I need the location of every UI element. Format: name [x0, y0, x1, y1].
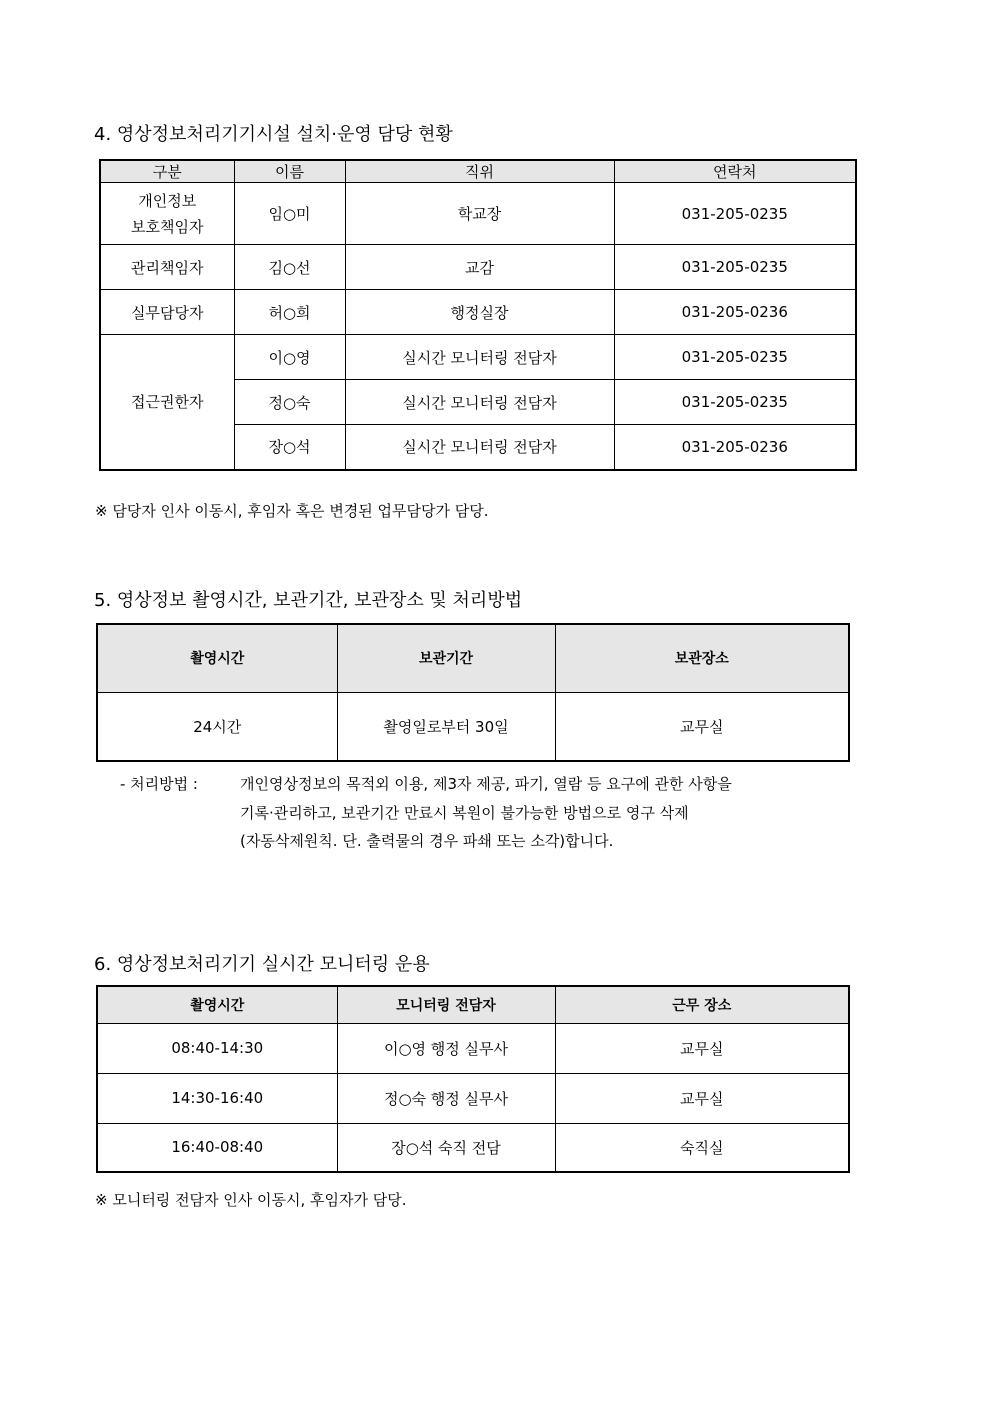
- contact-cell: 031-205-0235: [614, 183, 856, 245]
- header-position: 직위: [345, 160, 614, 183]
- category-cell: 접근권한자: [100, 335, 234, 470]
- monitoring-table: [96, 985, 850, 1173]
- header-shooting-time: 촬영시간: [97, 624, 337, 692]
- position-cell: 실시간 모니터링 전담자: [345, 335, 614, 380]
- table-row: [97, 692, 849, 761]
- shooting-time-cell: 24시간: [97, 692, 337, 761]
- retention-period-cell: 촬영일로부터 30일: [337, 692, 555, 761]
- contact-cell: 031-205-0236: [614, 290, 856, 335]
- position-cell: 행정실장: [345, 290, 614, 335]
- header-storage-location: 보관장소: [555, 624, 849, 692]
- staff-cell: 장○석 숙직 전담: [337, 1123, 555, 1172]
- header-name: 이름: [234, 160, 345, 183]
- contact-cell: 031-205-0236: [614, 425, 856, 470]
- staff-cell: 정○숙 행정 실무사: [337, 1073, 555, 1123]
- time-cell: 14:30-16:40: [97, 1073, 337, 1123]
- header-monitoring-staff: 모니터링 전담자: [337, 986, 555, 1023]
- staff-cell: 이○영 행정 실무사: [337, 1023, 555, 1073]
- table-row: [97, 1073, 849, 1123]
- table-row: [97, 1023, 849, 1073]
- header-work-location: 근무 장소: [555, 986, 849, 1023]
- name-cell: 임○미: [234, 183, 345, 245]
- retention-table: [96, 623, 850, 762]
- contact-cell: 031-205-0235: [614, 335, 856, 380]
- section4-note: ※ 담당자 인사 이동시, 후임자 혹은 변경된 업무담당가 담당.: [95, 502, 489, 520]
- name-cell: 이○영: [234, 335, 345, 380]
- position-cell: 교감: [345, 245, 614, 290]
- name-cell: 김○선: [234, 245, 345, 290]
- section5-heading: 5. 영상정보 촬영시간, 보관기간, 보관장소 및 처리방법: [94, 590, 523, 611]
- table-row: [97, 1123, 849, 1172]
- location-cell: 숙직실: [555, 1123, 849, 1172]
- position-cell: 실시간 모니터링 전담자: [345, 380, 614, 425]
- category-cell: 관리책임자: [100, 245, 234, 290]
- table-row: [100, 245, 856, 290]
- location-cell: 교무실: [555, 1023, 849, 1073]
- name-cell: 정○숙: [234, 380, 345, 425]
- header-category: 구분: [100, 160, 234, 183]
- header-retention-period: 보관기간: [337, 624, 555, 692]
- method-line: (자동삭제원칙. 단. 출력물의 경우 파쇄 또는 소각)합니다.: [240, 832, 614, 850]
- section4-heading: 4. 영상정보처리기기시설 설치·운영 담당 현황: [94, 124, 453, 145]
- header-shooting-time: 촬영시간: [97, 986, 337, 1023]
- table-row: [100, 335, 856, 380]
- name-cell: 장○석: [234, 425, 345, 470]
- table-row: [100, 290, 856, 335]
- section6-note: ※ 모니터링 전담자 인사 이동시, 후임자가 담당.: [95, 1191, 407, 1209]
- method-label: - 처리방법 :: [120, 775, 198, 793]
- contact-cell: 031-205-0235: [614, 380, 856, 425]
- category-cell: 개인정보 보호책임자: [100, 183, 234, 245]
- header-contact: 연락처: [614, 160, 856, 183]
- contact-cell: 031-205-0235: [614, 245, 856, 290]
- time-cell: 08:40-14:30: [97, 1023, 337, 1073]
- method-line: 개인영상정보의 목적외 이용, 제3자 제공, 파기, 열람 등 요구에 관한 사항을: [240, 775, 732, 793]
- position-cell: 실시간 모니터링 전담자: [345, 425, 614, 470]
- table-row: [100, 183, 856, 245]
- category-cell: 실무담당자: [100, 290, 234, 335]
- staff-table: [99, 159, 857, 471]
- name-cell: 허○희: [234, 290, 345, 335]
- storage-location-cell: 교무실: [555, 692, 849, 761]
- location-cell: 교무실: [555, 1073, 849, 1123]
- time-cell: 16:40-08:40: [97, 1123, 337, 1172]
- method-line: 기록·관리하고, 보관기간 만료시 복원이 불가능한 방법으로 영구 삭제: [240, 804, 689, 822]
- position-cell: 학교장: [345, 183, 614, 245]
- section6-heading: 6. 영상정보처리기기 실시간 모니터링 운용: [94, 954, 430, 975]
